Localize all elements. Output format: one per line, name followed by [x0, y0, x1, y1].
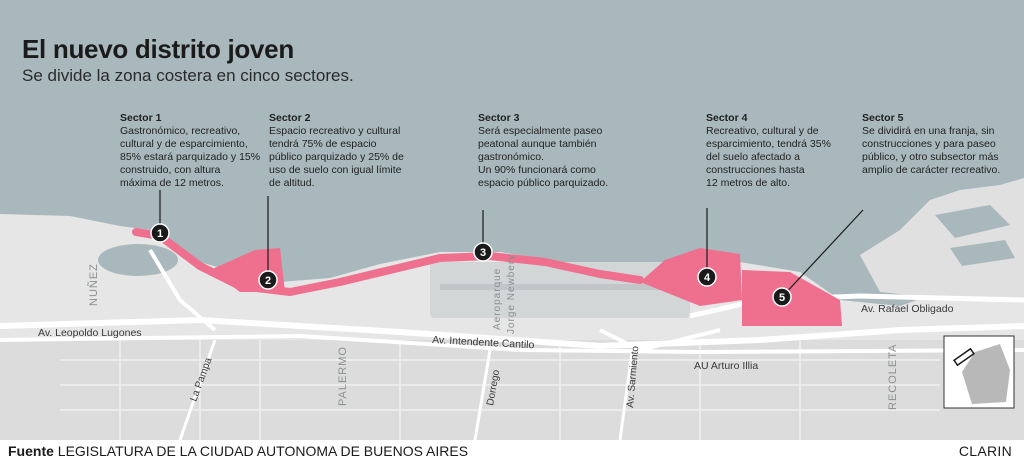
sector-5-callout [862, 112, 1018, 177]
sector-4-text: Recreativo, cultural y de esparcimiento, tendrá 35% del suelo afectado a construcciones hasta 12 metros de alto. [706, 125, 831, 189]
label-sarmiento: Av. Sarmiento [625, 345, 642, 409]
sector-5-text: Se dividirá en una franja, sin construcciones y para paseo público, y otro subsector más amplio de carácter recreativo. [862, 125, 1001, 176]
footer [0, 440, 1024, 462]
sector-4-title: Sector 4 [706, 112, 748, 124]
sector-3-text: Será especialmente paseo peatonal aunque también gastronómico. Un 90% funcionará como espacio público parquizado. [478, 125, 609, 189]
sector-2-text: Espacio recreativo y cultural tendrá 75% de espacio público parquizado y 25% de uso de suelo con igual límite de altitud. [269, 125, 404, 189]
source-line [8, 443, 468, 459]
sector-marker-5[interactable] [773, 288, 791, 306]
label-aeroparque-1: Aeroparque [492, 267, 503, 330]
brand-name: CLARIN [958, 443, 1012, 459]
label-la-pampa: La Pampa [188, 356, 215, 404]
page-title: El nuevo distrito joven [22, 34, 294, 64]
sector-1-title: Sector 1 [120, 112, 162, 124]
sector-3-callout [478, 112, 638, 190]
city-blocks [0, 340, 1024, 440]
locator-inset [944, 336, 1014, 408]
source-label: Fuente [8, 443, 54, 459]
sector-marker-5-number: 5 [778, 292, 786, 304]
label-aeroparque-2: Jorge Newbery [506, 253, 517, 334]
sector-marker-4[interactable] [698, 268, 716, 286]
sector-4-callout [706, 112, 856, 190]
sector-2-callout [269, 112, 429, 190]
sector-marker-2-number: 2 [264, 275, 272, 287]
sector-5-title: Sector 5 [862, 112, 904, 124]
label-illia: AU Arturo Illia [694, 360, 759, 372]
label-lugones: Av. Leopoldo Lugones [38, 327, 142, 339]
sector-marker-3-number: 3 [479, 247, 487, 259]
label-dorrego: Dorrego [485, 369, 503, 407]
lake [98, 244, 178, 276]
sector-3-title: Sector 3 [478, 112, 520, 124]
sector-1-text: Gastronómico, recreativo, cultural y de esparcimiento, 85% estará parquizado y 15% construido, con altura máxima de 12 metros. [120, 125, 261, 189]
source-text: LEGISLATURA DE LA CIUDAD AUTONOMA DE BUENOS AIRES [57, 443, 469, 459]
runway [440, 284, 680, 290]
label-nunez: NUÑEZ [88, 263, 100, 306]
sector-marker-1[interactable] [151, 224, 169, 242]
sector-1-callout [120, 112, 270, 190]
sector-marker-2[interactable] [259, 271, 277, 289]
label-obligado: Av. Rafael Obligado [861, 303, 954, 315]
sector-marker-3[interactable] [474, 243, 492, 261]
sector-marker-4-number: 4 [703, 272, 711, 284]
page-subtitle: Se divide la zona costera en cinco sectores. [22, 66, 354, 85]
sector-2-title: Sector 2 [269, 112, 311, 124]
label-palermo: PALERMO [337, 346, 349, 406]
label-recoleta: RECOLETA [887, 343, 899, 410]
label-cantilo: Av. Intendente Cantilo [431, 334, 535, 352]
sector-marker-1-number: 1 [156, 228, 164, 240]
